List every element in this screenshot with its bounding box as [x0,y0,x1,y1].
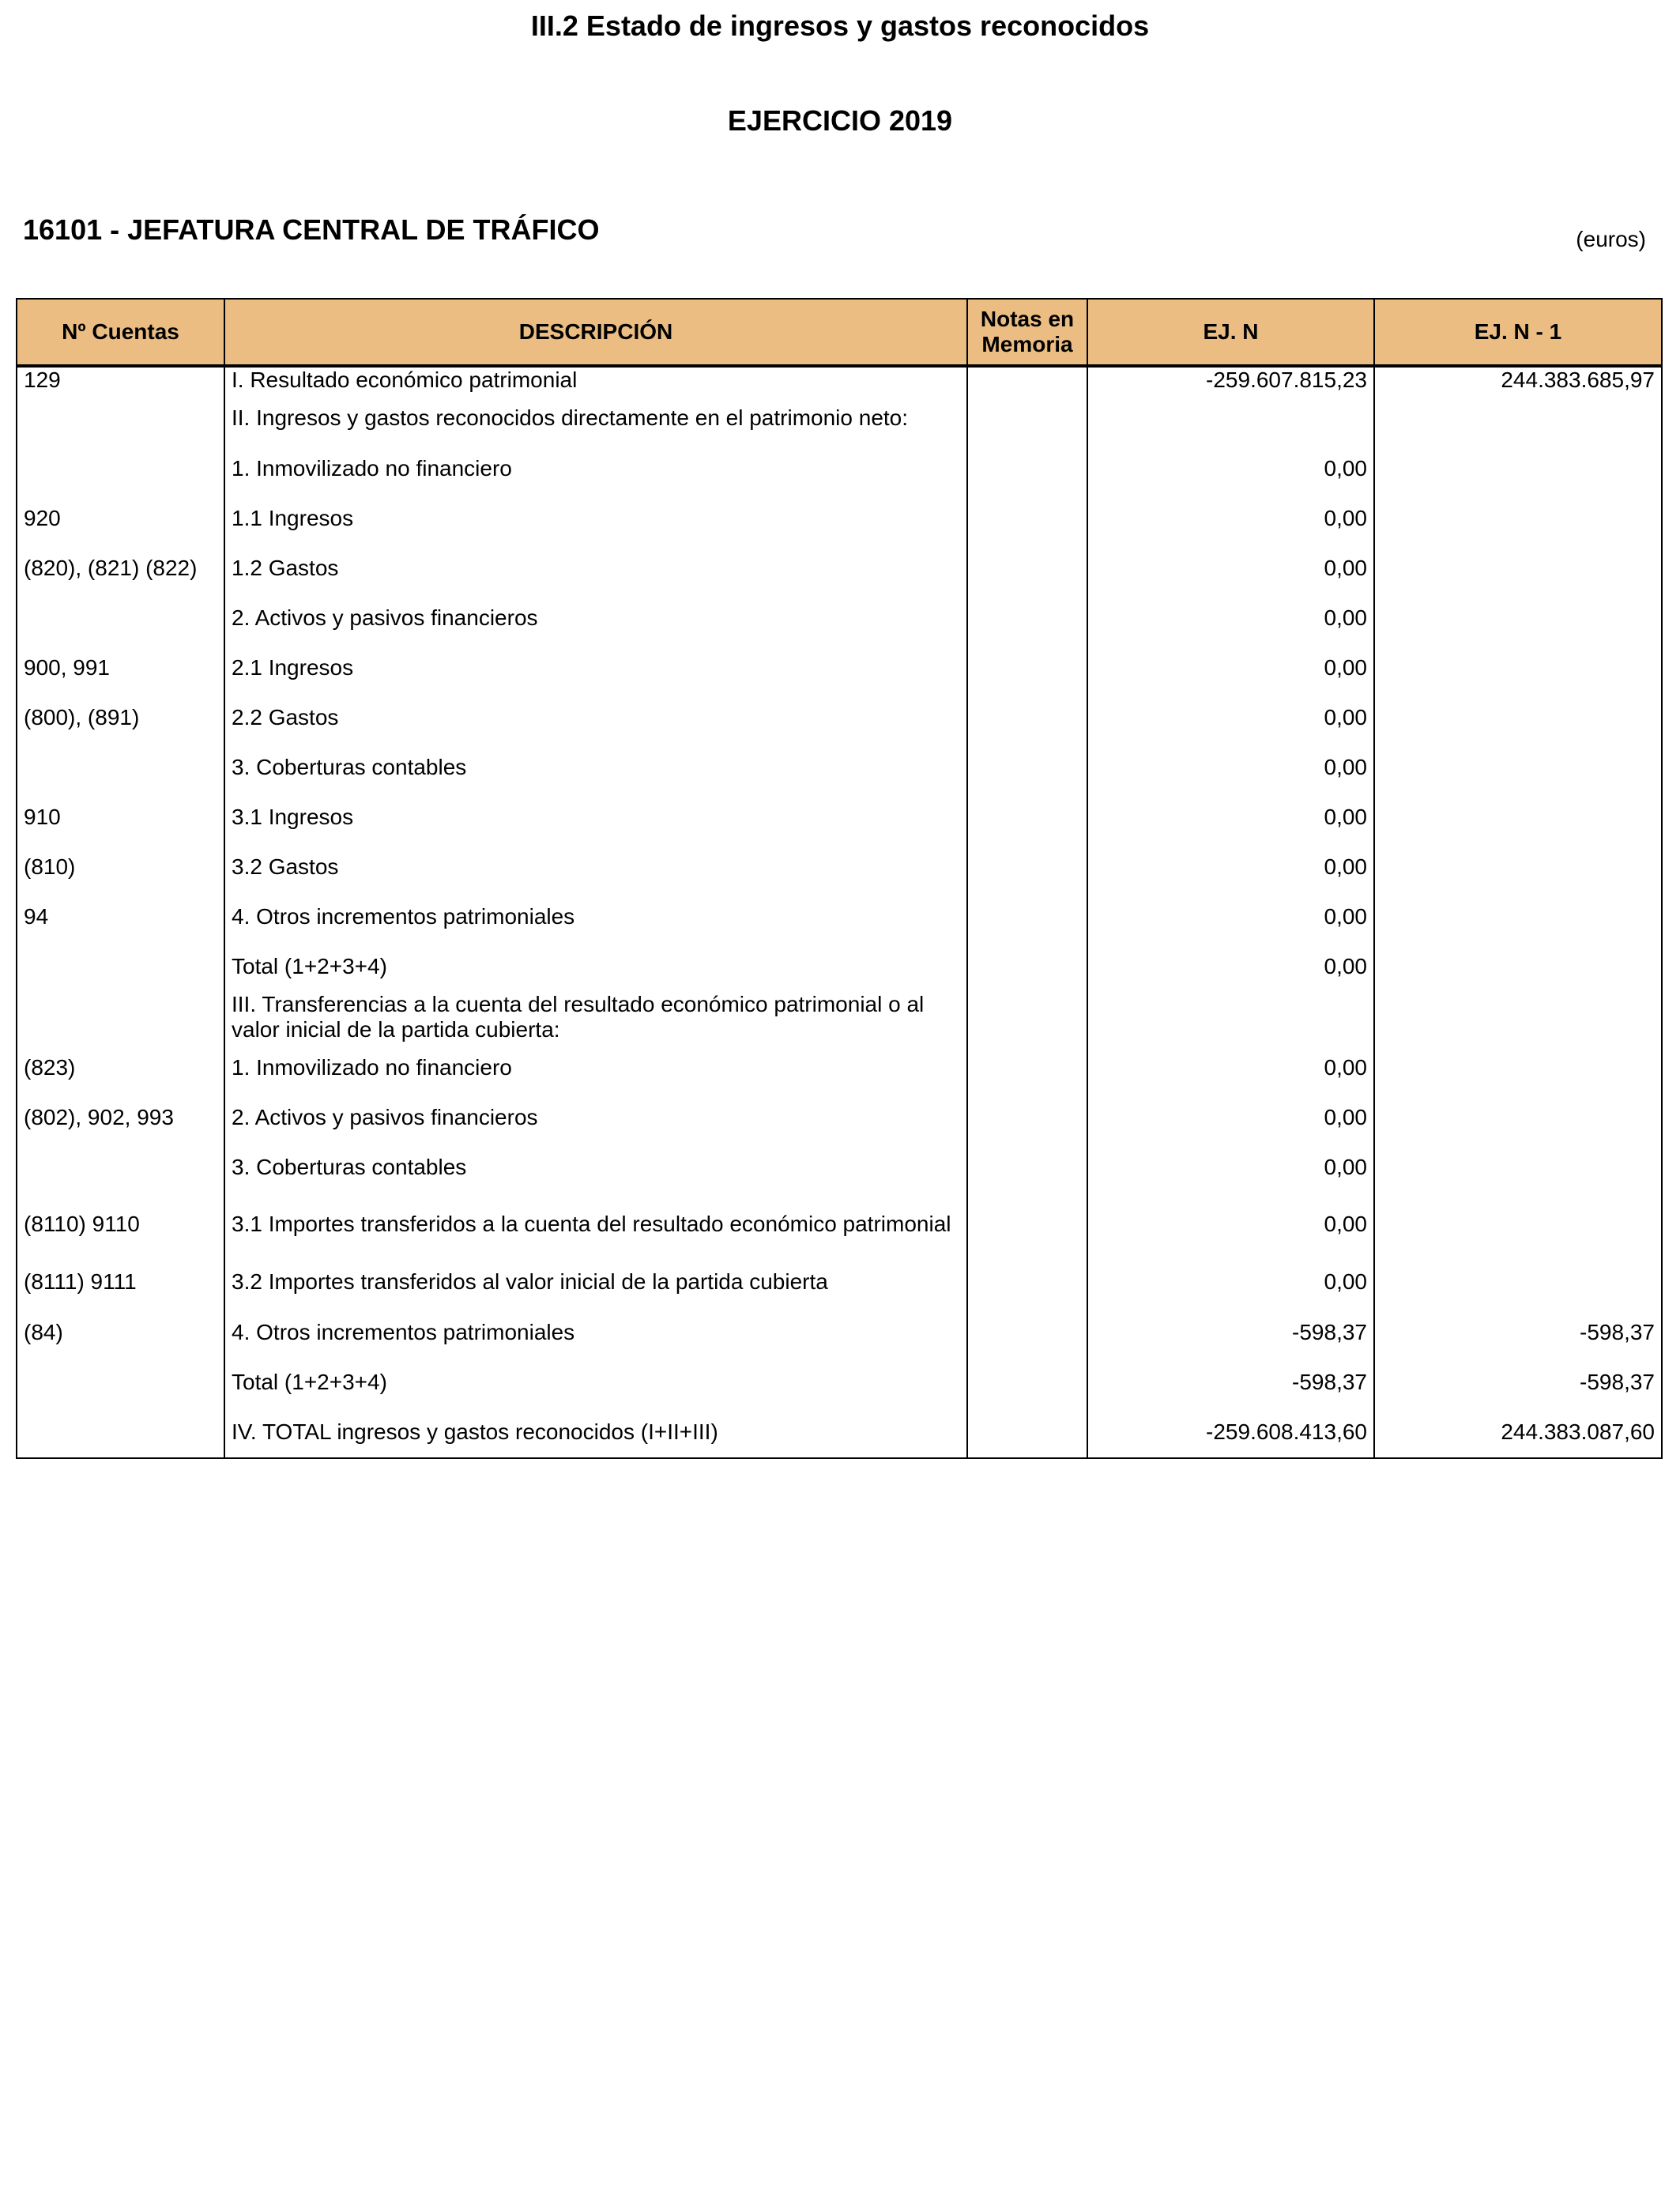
notes-cell [967,892,1087,941]
description-cell: 3. Coberturas contables [224,742,967,792]
table-row [17,1142,1662,1192]
notes-cell [967,593,1087,643]
description-cell: 4. Otros incrementos patrimoniales [224,892,967,941]
notes-cell [967,941,1087,991]
ej-n-1-cell [1374,1192,1662,1257]
fiscal-year-heading: EJERCICIO 2019 [727,104,953,137]
ej-n-cell: 0,00 [1087,842,1374,892]
table-row [17,842,1662,892]
table-row [17,593,1662,643]
ej-n-cell: 0,00 [1087,593,1374,643]
description-cell: 2.1 Ingresos [224,643,967,692]
ej-n-1-cell [1374,742,1662,792]
notes-cell [967,792,1087,842]
ej-n-cell: 0,00 [1087,692,1374,742]
notes-cell [967,1142,1087,1192]
ej-n-1-cell [1374,1142,1662,1192]
ej-n-cell: 0,00 [1087,493,1374,543]
account-cell: (820), (821) (822) [17,543,224,593]
ej-n-cell: -259.607.815,23 [1087,366,1374,393]
ej-n-cell: 0,00 [1087,1042,1374,1092]
account-cell: 129 [17,366,224,393]
account-cell [17,1142,224,1192]
ej-n-1-cell [1374,991,1662,1042]
column-header-cuentas: Nº Cuentas [17,299,224,366]
ej-n-cell: 0,00 [1087,443,1374,493]
ej-n-1-cell: -598,37 [1374,1307,1662,1357]
ej-n-cell: -598,37 [1087,1307,1374,1357]
ej-n-cell: 0,00 [1087,792,1374,842]
ej-n-cell: -259.608.413,60 [1087,1407,1374,1458]
description-cell: 2. Activos y pasivos financieros [224,593,967,643]
table-row [17,1042,1662,1092]
notes-cell [967,1092,1087,1142]
table-row [17,991,1662,1042]
ej-n-1-cell [1374,593,1662,643]
notes-cell [967,543,1087,593]
ej-n-cell: 0,00 [1087,1142,1374,1192]
description-cell: Total (1+2+3+4) [224,941,967,991]
ej-n-cell: 0,00 [1087,742,1374,792]
ej-n-1-cell: 244.383.685,97 [1374,366,1662,393]
ej-n-1-cell [1374,543,1662,593]
column-header-notas: Notas en Memoria [967,299,1087,366]
description-cell: I. Resultado económico patrimonial [224,366,967,393]
description-cell: 4. Otros incrementos patrimoniales [224,1307,967,1357]
units-label: (euros) [1576,227,1646,251]
account-cell: 910 [17,792,224,842]
statement-table [16,298,1663,1459]
notes-cell [967,842,1087,892]
account-cell [17,941,224,991]
table-header-row [17,299,1662,366]
description-cell: 3.2 Gastos [224,842,967,892]
notes-cell [967,1407,1087,1458]
account-cell: (823) [17,1042,224,1092]
notes-cell [967,393,1087,443]
column-header-ej-n-1: EJ. N - 1 [1374,299,1662,366]
ej-n-1-cell [1374,692,1662,742]
table-row [17,692,1662,742]
description-cell: 2. Activos y pasivos financieros [224,1092,967,1142]
ej-n-cell [1087,991,1374,1042]
description-cell: 3.2 Importes transferidos al valor inicial de la partida cubierta [224,1257,967,1307]
ej-n-cell: 0,00 [1087,643,1374,692]
description-cell: 1.2 Gastos [224,543,967,593]
account-cell: (810) [17,842,224,892]
ej-n-1-cell: -598,37 [1374,1357,1662,1407]
description-cell: 3. Coberturas contables [224,1142,967,1192]
table-row [17,366,1662,393]
table-row [17,1307,1662,1357]
account-cell: (802), 902, 993 [17,1092,224,1142]
account-cell [17,991,224,1042]
notes-cell [967,366,1087,393]
table-row [17,1257,1662,1307]
table-row [17,443,1662,493]
account-cell [17,1357,224,1407]
notes-cell [967,1192,1087,1257]
notes-cell [967,991,1087,1042]
table-row [17,792,1662,842]
description-cell: 1. Inmovilizado no financiero [224,443,967,493]
ej-n-cell: 0,00 [1087,1092,1374,1142]
ej-n-1-cell: 244.383.087,60 [1374,1407,1662,1458]
description-cell: 1. Inmovilizado no financiero [224,1042,967,1092]
account-cell: (84) [17,1307,224,1357]
table-row [17,892,1662,941]
ej-n-1-cell [1374,443,1662,493]
ej-n-cell [1087,393,1374,443]
table-row [17,493,1662,543]
description-cell: 1.1 Ingresos [224,493,967,543]
ej-n-1-cell [1374,493,1662,543]
table-row [17,1357,1662,1407]
table-row [17,543,1662,593]
ej-n-cell: 0,00 [1087,1192,1374,1257]
table-row [17,393,1662,443]
notes-cell [967,1307,1087,1357]
table-body [17,366,1662,1458]
entity-heading: 16101 - JEFATURA CENTRAL DE TRÁFICO [23,213,600,246]
account-cell: 920 [17,493,224,543]
account-cell [17,393,224,443]
table-row [17,1407,1662,1458]
ej-n-cell: -598,37 [1087,1357,1374,1407]
notes-cell [967,692,1087,742]
account-cell [17,742,224,792]
description-cell: 3.1 Importes transferidos a la cuenta del resultado económico patrimonial [224,1192,967,1257]
account-cell: (8111) 9111 [17,1257,224,1307]
notes-cell [967,493,1087,543]
description-cell: 2.2 Gastos [224,692,967,742]
ej-n-1-cell [1374,1042,1662,1092]
table-row [17,1192,1662,1257]
notes-cell [967,1042,1087,1092]
notes-cell [967,1357,1087,1407]
account-cell [17,1407,224,1458]
account-cell [17,593,224,643]
account-cell: 94 [17,892,224,941]
description-cell: Total (1+2+3+4) [224,1357,967,1407]
ej-n-1-cell [1374,1257,1662,1307]
table-row [17,643,1662,692]
notes-cell [967,742,1087,792]
ej-n-cell: 0,00 [1087,1257,1374,1307]
column-header-descripcion: DESCRIPCIÓN [224,299,967,366]
ej-n-1-cell [1374,393,1662,443]
table-row [17,941,1662,991]
description-cell: 3.1 Ingresos [224,792,967,842]
ej-n-cell: 0,00 [1087,941,1374,991]
ej-n-cell: 0,00 [1087,543,1374,593]
ej-n-1-cell [1374,643,1662,692]
page-title: III.2 Estado de ingresos y gastos reconocidos [530,9,1150,42]
account-cell: 900, 991 [17,643,224,692]
notes-cell [967,643,1087,692]
table-row [17,742,1662,792]
notes-cell [967,1257,1087,1307]
ej-n-1-cell [1374,892,1662,941]
account-cell: (8110) 9110 [17,1192,224,1257]
column-header-ej-n: EJ. N [1087,299,1374,366]
ej-n-1-cell [1374,1092,1662,1142]
notes-cell [967,443,1087,493]
ej-n-1-cell [1374,941,1662,991]
table-row [17,1092,1662,1142]
account-cell: (800), (891) [17,692,224,742]
ej-n-1-cell [1374,842,1662,892]
description-cell: IV. TOTAL ingresos y gastos reconocidos (I+II+III) [224,1407,967,1458]
ej-n-1-cell [1374,792,1662,842]
description-cell: III. Transferencias a la cuenta del resultado económico patrimonial o al valor inicial de la partida cubierta: [224,991,967,1042]
ej-n-cell: 0,00 [1087,892,1374,941]
account-cell [17,443,224,493]
description-cell: II. Ingresos y gastos reconocidos directamente en el patrimonio neto: [224,393,967,443]
